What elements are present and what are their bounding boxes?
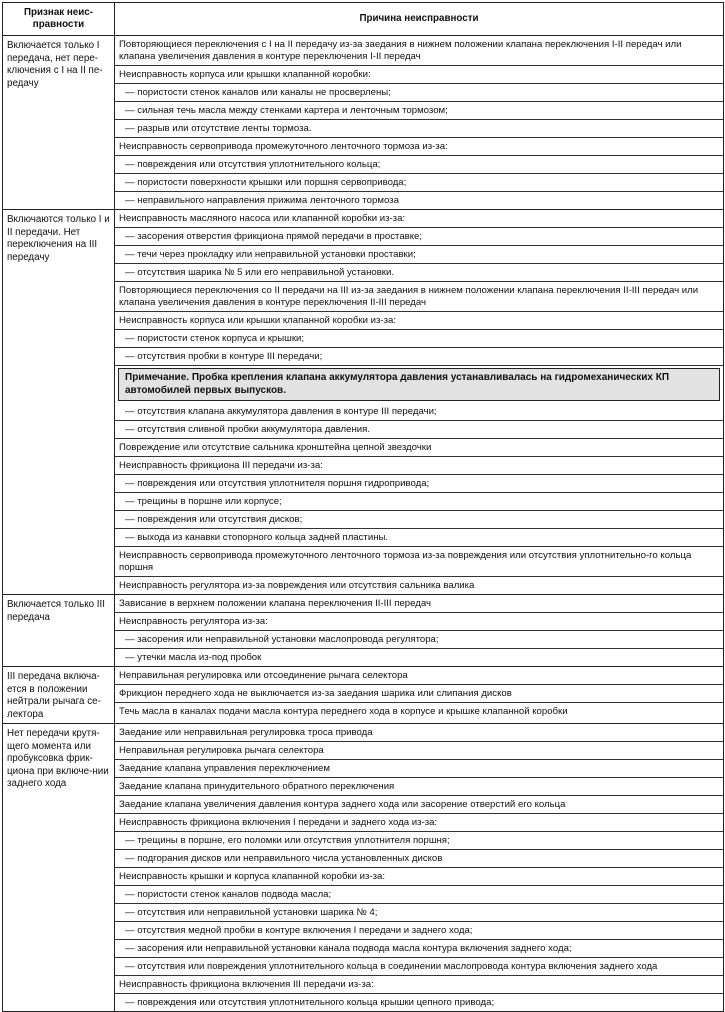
table-row	[3, 595, 724, 667]
table-body	[3, 36, 724, 1012]
cause-subitem: — пористости стенок каналов подвода масла;	[115, 886, 723, 904]
table-header-row	[3, 3, 724, 36]
cause-item: Зависание в верхнем положении клапана переключения II-III передач	[115, 595, 723, 613]
cause-subitem: — отсутствия или неправильной установки шарика № 4;	[115, 904, 723, 922]
cause-item: Неисправность корпуса или крышки клапанной коробки из-за:	[115, 312, 723, 330]
cause-item: Неисправность фрикциона III передачи из-за:	[115, 457, 723, 475]
symptom-cell: Включается только III передача	[3, 595, 115, 667]
cause-item: Течь масла в каналах подачи масла контура переднего хода в корпусе и крышке клапанной коробки	[119, 706, 568, 717]
cause-subitem: — повреждения или отсутствия уплотнительного кольца крышки цепного привода;	[115, 994, 723, 1011]
cause-item: Неисправность сервопривода промежуточного ленточного тормоза из-за:	[115, 138, 723, 156]
cause-item: Неисправность сервопривода промежуточного ленточного тормоза из-за повреждения или отсутствия уплотнительно-го кольца поршня	[115, 547, 723, 577]
header-symptom: Признак неис-правности	[3, 3, 115, 36]
cause-item: Заедание или неправильная регулировка троса привода	[115, 724, 723, 742]
fault-table	[2, 2, 724, 1012]
cause-subitem: — отсутствия клапана аккумулятора давления в контуре III передачи;	[115, 403, 723, 421]
cause-subitem: — засорения или неправильной установки маслопровода регулятора;	[115, 631, 723, 649]
cause-subitem: — засорения или неправильной установки канала подвода масла контура включения заднего хода;	[115, 940, 723, 958]
cause-item: Заедание клапана управления переключением	[115, 760, 723, 778]
note-box: Примечание. Пробка крепления клапана аккумулятора давления устанавливалась на гидромеханических КП автомобилей первых выпусков.	[118, 368, 720, 401]
symptom-cell: Включается только I передача, нет пере-ключения с I на II пе-редачу	[3, 36, 115, 210]
cause-subitem: — повреждения или отсутствия дисков;	[115, 511, 723, 529]
cause-subitem: — утечки масла из-под пробок	[115, 649, 723, 666]
cause-cell	[115, 667, 724, 724]
table-row	[3, 667, 724, 724]
cause-item: Неправильная регулировка или отсоединение рычага селектора	[115, 667, 723, 685]
cause-subitem: — выхода из канавки стопорного кольца задней пластины.	[115, 529, 723, 547]
cause-subitem: — повреждения или отсутствия уплотнителя поршня гидропривода;	[115, 475, 723, 493]
cause-subitem: — отсутствия пробки в контуре III передачи;	[115, 348, 723, 366]
cause-subitem: — течи через прокладку или неправильной установки проставки;	[115, 246, 723, 264]
cause-subitem: — трещины в поршне, его поломки или отсутствия уплотнителя поршня;	[115, 832, 723, 850]
cause-subitem: — засорения отверстия фрикциона прямой передачи в проставке;	[115, 228, 723, 246]
cause-subitem: — отсутствия или повреждения уплотнительного кольца в соединении маслопровода контура включения заднего хода	[115, 958, 723, 976]
cause-item: Неправильная регулировка рычага селектора	[115, 742, 723, 760]
table-row	[3, 210, 724, 595]
cause-subitem: — неправильного направления прижима ленточного тормоза	[115, 192, 723, 209]
cause-item: Неисправность корпуса или крышки клапанной коробки:	[115, 66, 723, 84]
cause-subitem: — подгорания дисков или неправильного числа установленных дисков	[115, 850, 723, 868]
cause-cell	[115, 595, 724, 667]
symptom-cell: III передача включа-ется в положении нейтрали рычага се-лектора	[3, 667, 115, 724]
cause-item: Неисправность регулятора из-за повреждения или отсутствия сальника валика	[119, 580, 475, 591]
cause-cell	[115, 210, 724, 595]
cause-subitem: — пористости стенок корпуса и крышки;	[115, 330, 723, 348]
cause-subitem: — пористости поверхности крышки или поршня сервопривода;	[115, 174, 723, 192]
cause-item: Неисправность крышки и корпуса клапанной коробки из-за:	[115, 868, 723, 886]
cause-item: Неисправность регулятора из-за:	[115, 613, 723, 631]
cause-item: Заедание клапана увеличения давления контура заднего хода или засорение отверстий его кольца	[115, 796, 723, 814]
table-row	[3, 724, 724, 1012]
cause-cell	[115, 724, 724, 1012]
symptom-cell: Включаются только I и II передачи. Нет переключения на III передачу	[3, 210, 115, 595]
cause-subitem: — повреждения или отсутствия уплотнительного кольца;	[115, 156, 723, 174]
symptom-cell: Нет передачи крутя-щего момента или пробуксовка фрик-циона при включе-нии заднего хода	[3, 724, 115, 1012]
cause-subitem: — разрыв или отсутствие ленты тормоза.	[115, 120, 723, 138]
cause-subitem: — сильная течь масла между стенками картера и ленточным тормозом;	[115, 102, 723, 120]
header-cause: Причина неисправности	[115, 3, 724, 36]
table-row	[3, 36, 724, 210]
cause-subitem: — отсутствия сливной пробки аккумулятора давления.	[115, 421, 723, 439]
cause-cell	[115, 36, 724, 210]
cause-item: Заедание клапана принудительного обратного переключения	[115, 778, 723, 796]
cause-subitem: — пористости стенок каналов или каналы не просверлены;	[115, 84, 723, 102]
cause-item: Фрикцион переднего хода не выключается из-за заедания шарика или слипания дисков	[115, 685, 723, 703]
cause-item: Неисправность фрикциона включения I передачи и заднего хода из-за:	[115, 814, 723, 832]
cause-subitem: — трещины в поршне или корпусе;	[115, 493, 723, 511]
cause-item: Повторяющиеся переключения со II передачи на III из-за заедания в нижнем положении клапана переключения II-III передач или клапана увеличения давления в контуре переключения II-III передач	[115, 282, 723, 312]
cause-item: Повреждение или отсутствие сальника кронштейна цепной звездочки	[115, 439, 723, 457]
cause-item: Повторяющиеся переключения с I на II передачу из-за заедания в нижнем положении клапана переключения I-II передач или клапана увеличения давления в контуре переключения I-II передач	[115, 36, 723, 66]
cause-item: Неисправность масляного насоса или клапанной коробки из-за:	[115, 210, 723, 228]
cause-subitem: — отсутствия медной пробки в контуре включения I передачи и заднего хода;	[115, 922, 723, 940]
cause-subitem: — отсутствия шарика № 5 или его неправильной установки.	[115, 264, 723, 282]
cause-item: Неисправность фрикциона включения III передачи из-за:	[115, 976, 723, 994]
